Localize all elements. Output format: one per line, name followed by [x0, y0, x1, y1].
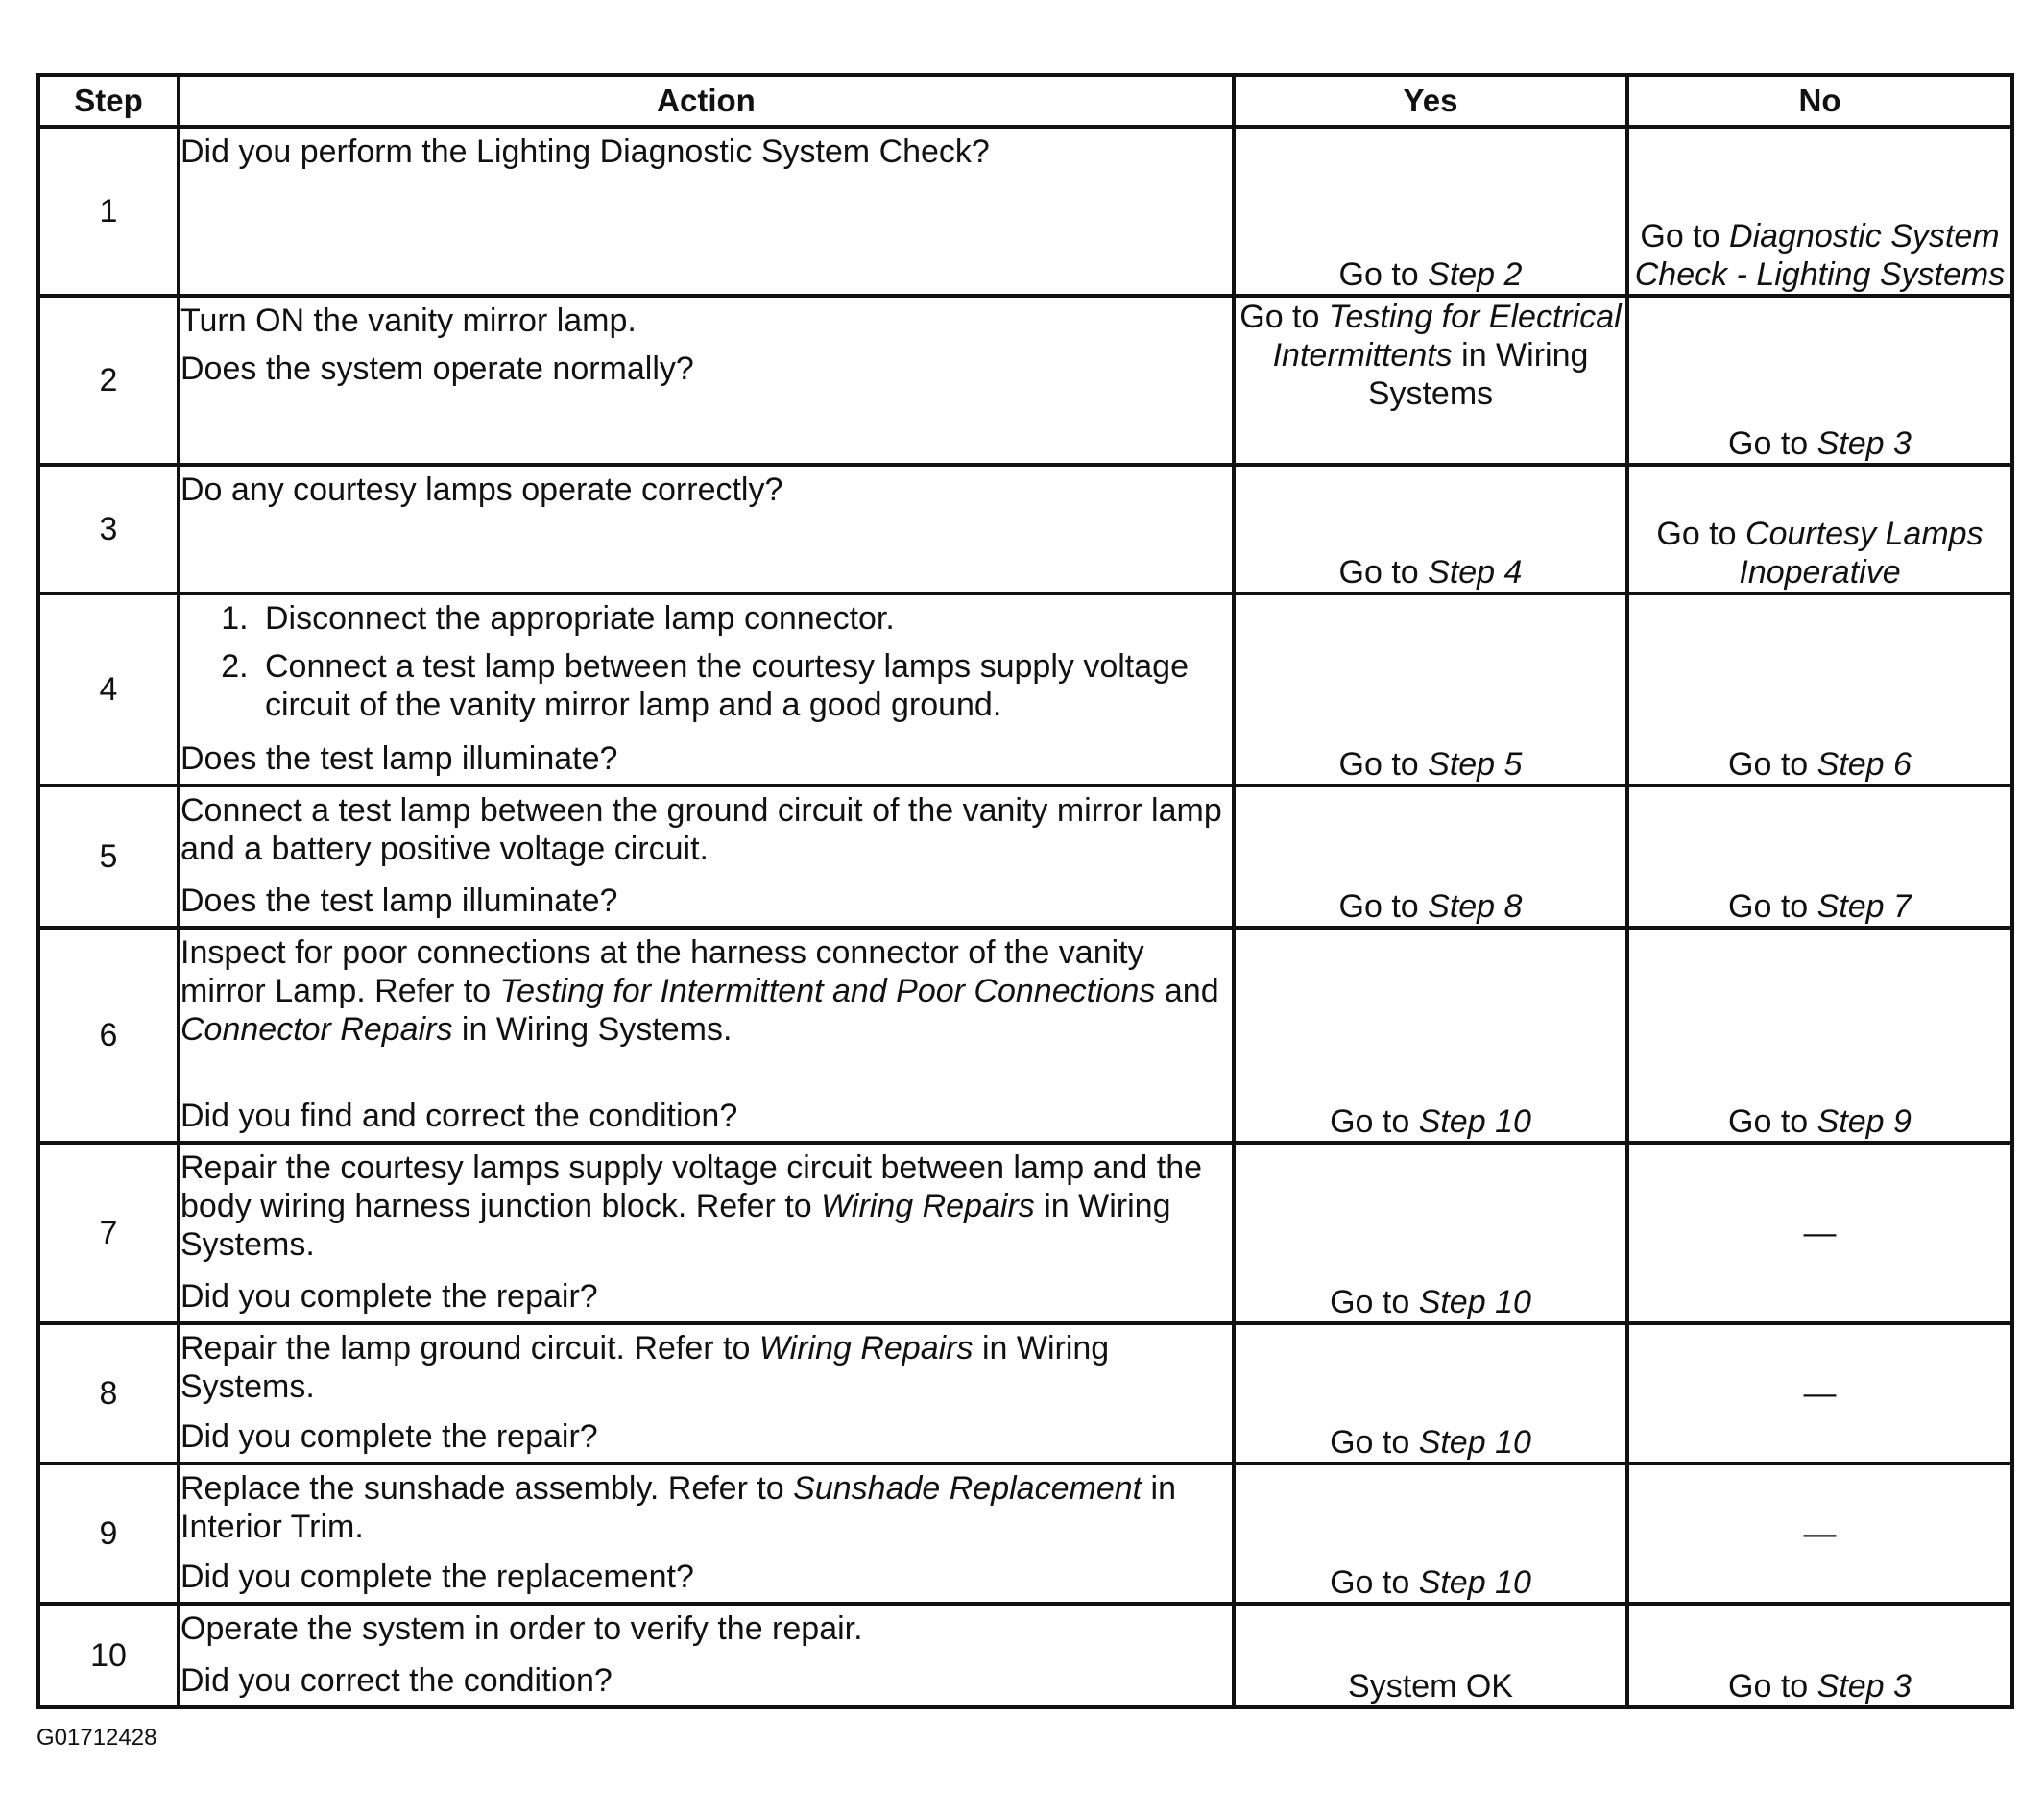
header-no: No: [1627, 75, 2012, 127]
step-number: 4: [38, 593, 179, 786]
yes-prefix: Go to: [1330, 1103, 1419, 1140]
action-question: Did you complete the repair?: [180, 1418, 598, 1455]
yes-prefix: Go to: [1239, 299, 1329, 335]
table-row: [38, 1463, 2012, 1604]
table-row: [38, 786, 2012, 928]
step-number: 10: [38, 1604, 179, 1707]
no-prefix: Go to: [1656, 516, 1746, 552]
action-text: [180, 1469, 1232, 1546]
action-text: Connect a test lamp between the ground circuit of the vanity mirror lamp and a battery positive voltage circuit.: [180, 792, 1222, 867]
action-text-part: in Wiring Systems.: [452, 1011, 733, 1048]
step-number: 2: [38, 296, 179, 465]
action-cell: [179, 1604, 1234, 1707]
table-row: [38, 928, 2012, 1143]
intermittent-connections-link[interactable]: Testing for Intermittent and Poor Connections: [499, 973, 1156, 1009]
no-cell: [1627, 1604, 2012, 1707]
connector-repairs-link[interactable]: Connector Repairs: [180, 1011, 453, 1048]
yes-step-link[interactable]: Step 4: [1428, 554, 1523, 591]
no-cell: [1627, 1463, 2012, 1604]
step-number: 3: [38, 465, 179, 593]
action-text: Turn ON the vanity mirror lamp.: [180, 302, 637, 339]
no-dash: —: [1803, 1515, 1837, 1552]
action-cell: [179, 296, 1234, 465]
yes-result: System OK: [1348, 1668, 1513, 1705]
action-cell: [179, 593, 1234, 786]
yes-cell: [1234, 127, 1627, 296]
yes-suffix: in Wiring Systems: [1367, 337, 1589, 412]
no-cell: [1627, 127, 2012, 296]
table-row: [38, 465, 2012, 593]
action-text-part: Inspect for poor connections at the harness connector of the vanity mirror Lamp. Refer to: [180, 934, 1144, 1009]
action-cell: [179, 1323, 1234, 1463]
action-question: Does the test lamp illuminate?: [180, 740, 618, 777]
no-step-link[interactable]: Step 7: [1816, 888, 1912, 925]
diagnostic-table: [36, 73, 2014, 1709]
action-question: Did you complete the repair?: [180, 1278, 598, 1315]
step-number: 7: [38, 1143, 179, 1323]
no-courtesy-lamps-link[interactable]: Courtesy Lamps Inoperative: [1739, 516, 1984, 591]
no-prefix: Go to: [1728, 888, 1817, 925]
yes-step-link[interactable]: Step 5: [1428, 746, 1523, 783]
action-text-part: in Wiring Systems.: [180, 1188, 1171, 1263]
step-number: 8: [38, 1323, 179, 1463]
action-cell: [179, 786, 1234, 928]
action-question: Did you complete the replacement?: [180, 1559, 694, 1595]
header-yes: Yes: [1234, 75, 1627, 127]
table-row: [38, 1323, 2012, 1463]
yes-intermittents-link[interactable]: Testing for Electrical Intermittents: [1272, 299, 1622, 374]
header-step: Step: [38, 75, 179, 127]
action-text-part: in Wiring Systems.: [180, 1330, 1110, 1405]
yes-step-link[interactable]: Step 10: [1418, 1284, 1531, 1320]
yes-cell: [1234, 296, 1627, 465]
action-cell: [179, 1143, 1234, 1323]
action-question: Did you find and correct the condition?: [180, 1098, 738, 1134]
list-item: 2. Connect a test lamp between the courtesy lamps supply voltage circuit of the vanity mirror lamp and a good ground.: [257, 647, 1232, 724]
step-number: 1: [38, 127, 179, 296]
table-row: [38, 593, 2012, 786]
yes-cell: [1234, 1604, 1627, 1707]
action-cell: [179, 928, 1234, 1143]
action-cell: [179, 127, 1234, 296]
no-dash: —: [1803, 1375, 1837, 1412]
yes-prefix: Go to: [1338, 888, 1429, 925]
no-prefix: Go to: [1728, 746, 1817, 783]
step-number: 9: [38, 1463, 179, 1604]
no-diagnostic-check-link[interactable]: Diagnostic System Check - Lighting Systems: [1634, 218, 2006, 293]
action-text: Do any courtesy lamps operate correctly?: [180, 472, 783, 508]
yes-step-link[interactable]: Step 10: [1418, 1103, 1531, 1140]
action-text: [180, 933, 1232, 1049]
action-question: Does the test lamp illuminate?: [180, 883, 618, 919]
action-text: [180, 1149, 1232, 1264]
wiring-repairs-link[interactable]: Wiring Repairs: [821, 1188, 1035, 1224]
action-text: Operate the system in order to verify the repair.: [180, 1610, 863, 1647]
yes-cell: [1234, 465, 1627, 593]
yes-prefix: Go to: [1330, 1564, 1419, 1601]
no-prefix: Go to: [1640, 218, 1730, 254]
step-number: 6: [38, 928, 179, 1143]
yes-prefix: Go to: [1338, 554, 1429, 591]
yes-step-link[interactable]: Step 8: [1428, 888, 1523, 925]
header-action: Action: [179, 75, 1234, 127]
no-step-link[interactable]: Step 9: [1816, 1103, 1912, 1140]
yes-prefix: Go to: [1330, 1424, 1419, 1461]
yes-prefix: Go to: [1338, 256, 1429, 293]
action-text-part: Repair the courtesy lamps supply voltage circuit between lamp and the body wiring harness junction block. Refer to: [180, 1149, 1203, 1224]
action-text-part: and: [1155, 973, 1219, 1009]
list-item: 1. Disconnect the appropriate lamp connector.: [257, 599, 1232, 638]
action-steps-list: [180, 599, 1232, 734]
no-prefix: Go to: [1728, 1668, 1817, 1705]
no-cell: [1627, 593, 2012, 786]
no-cell: [1627, 786, 2012, 928]
no-prefix: Go to: [1728, 1103, 1817, 1140]
no-cell: [1627, 465, 2012, 593]
table-row: [38, 1604, 2012, 1707]
action-text: Did you perform the Lighting Diagnostic System Check?: [180, 133, 990, 170]
action-text: [180, 1329, 1232, 1406]
no-cell: [1627, 296, 2012, 465]
no-dash: —: [1803, 1215, 1837, 1251]
yes-prefix: Go to: [1338, 746, 1429, 783]
wiring-repairs-link[interactable]: Wiring Repairs: [758, 1330, 974, 1367]
action-question: Does the system operate normally?: [180, 351, 694, 387]
action-cell: [179, 465, 1234, 593]
table-row: [38, 1143, 2012, 1323]
yes-cell: [1234, 1463, 1627, 1604]
yes-step-link[interactable]: Step 10: [1418, 1424, 1531, 1461]
no-step-link[interactable]: Step 3: [1816, 1668, 1912, 1705]
yes-cell: [1234, 593, 1627, 786]
yes-cell: [1234, 1323, 1627, 1463]
yes-prefix: Go to: [1330, 1284, 1419, 1320]
sunshade-replacement-link[interactable]: Sunshade Replacement: [793, 1470, 1142, 1507]
yes-cell: [1234, 1143, 1627, 1323]
yes-step-link[interactable]: Step 2: [1428, 256, 1523, 293]
action-text-part: Replace the sunshade assembly. Refer to: [180, 1470, 794, 1507]
step-number: 5: [38, 786, 179, 928]
table-row: [38, 127, 2012, 296]
yes-cell: [1234, 928, 1627, 1143]
no-step-link[interactable]: Step 6: [1816, 746, 1912, 783]
no-cell: [1627, 1323, 2012, 1463]
figure-id-label: G01712428: [36, 1725, 157, 1751]
table-row: [38, 296, 2012, 465]
action-cell: [179, 1463, 1234, 1604]
no-step-link[interactable]: Step 3: [1816, 425, 1912, 462]
action-text-part: in Interior Trim.: [180, 1470, 1177, 1545]
no-prefix: Go to: [1728, 425, 1817, 462]
yes-cell: [1234, 786, 1627, 928]
table-header-row: [38, 75, 2012, 127]
action-question: Did you correct the condition?: [180, 1662, 613, 1699]
no-cell: [1627, 1143, 2012, 1323]
yes-step-link[interactable]: Step 10: [1418, 1564, 1531, 1601]
no-cell: [1627, 928, 2012, 1143]
action-text-part: Repair the lamp ground circuit. Refer to: [180, 1330, 759, 1367]
